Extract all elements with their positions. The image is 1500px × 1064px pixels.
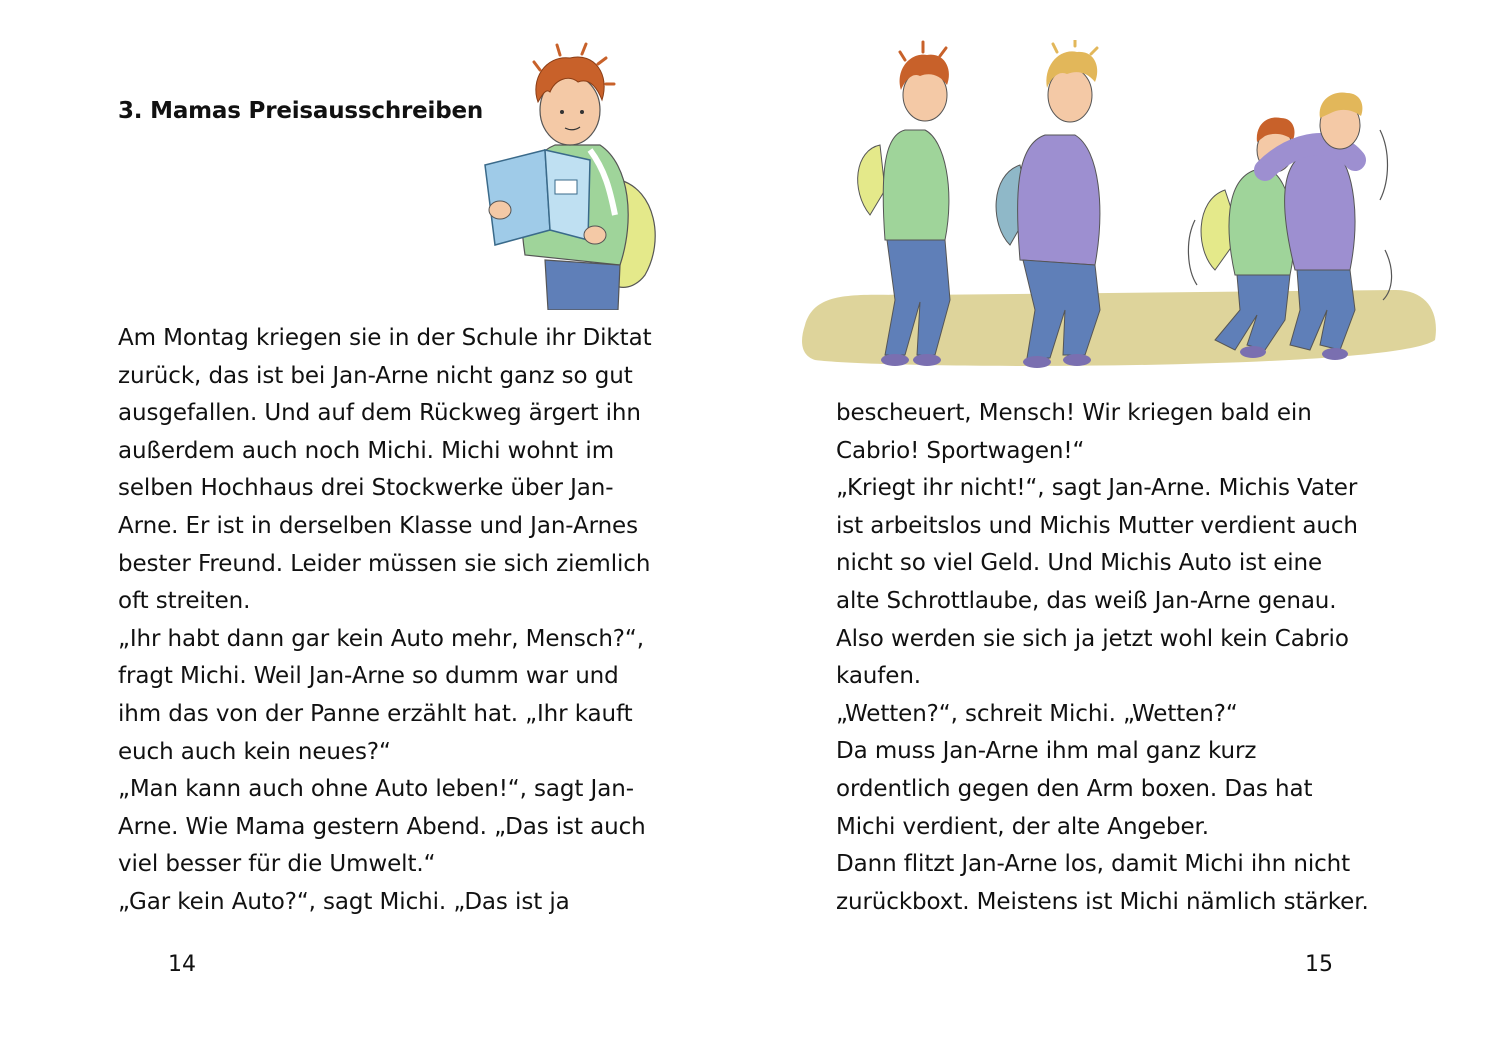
text-line: Also werden sie sich ja jetzt wohl kein Cabrio (836, 625, 1349, 652)
text-line: Dann flitzt Jan-Arne los, damit Michi ihn nicht (836, 851, 1351, 878)
text-line: bester Freund. Leider müssen sie sich ziemlich (118, 550, 651, 577)
text-line: Cabrio! Sportwagen!“ (836, 437, 1085, 464)
chapter-title: 3. Mamas Preisausschreiben (118, 98, 484, 124)
body-text-left (118, 320, 698, 922)
text-line: ist arbeitslos und Michis Mutter verdient auch (836, 512, 1358, 539)
text-line: „Kriegt ihr nicht!“, sagt Jan-Arne. Michis Vater (836, 475, 1358, 502)
text-line: euch auch kein neues?“ (118, 738, 391, 765)
text-line: alte Schrottlaube, das weiß Jan-Arne genau. (836, 587, 1337, 614)
text-line: Arne. Er ist in derselben Klasse und Jan-Arnes (118, 512, 638, 539)
boys-walking-illustration (795, 40, 1445, 390)
text-line: Michi verdient, der alte Angeber. (836, 813, 1209, 840)
text-line: ihm das von der Panne erzählt hat. „Ihr kauft (118, 700, 633, 727)
text-line: Arne. Wie Mama gestern Abend. „Das ist auch (118, 813, 646, 840)
text-line: außerdem auch noch Michi. Michi wohnt im (118, 437, 615, 464)
text-line: zurück, das ist bei Jan-Arne nicht ganz so gut (118, 362, 633, 389)
boy-reading-illustration (470, 40, 670, 310)
text-line: Da muss Jan-Arne ihm mal ganz kurz (836, 738, 1257, 765)
text-line: „Wetten?“, schreit Michi. „Wetten?“ (836, 700, 1238, 727)
text-line: bescheuert, Mensch! Wir kriegen bald ein (836, 400, 1312, 426)
text-line: Am Montag kriegen sie in der Schule ihr Diktat (118, 325, 652, 351)
text-line: oft streiten. (118, 588, 251, 615)
body-text-right (836, 395, 1436, 921)
page-number-right: 15 (1305, 952, 1333, 977)
text-line: „Man kann auch ohne Auto leben!“, sagt Jan- (118, 776, 634, 803)
text-line: zurückboxt. Meistens ist Michi nämlich stärker. (836, 888, 1369, 915)
text-line: viel besser für die Umwelt.“ (118, 851, 436, 878)
page-number-left: 14 (168, 952, 196, 977)
text-line: nicht so viel Geld. Und Michis Auto ist eine (836, 550, 1323, 577)
text-line: fragt Michi. Weil Jan-Arne so dumm war und (118, 663, 619, 690)
right-page (750, 0, 1500, 1064)
text-line: „Gar kein Auto?“, sagt Michi. „Das ist ja (118, 888, 570, 915)
text-line: kaufen. (836, 663, 922, 690)
text-line: ordentlich gegen den Arm boxen. Das hat (836, 775, 1313, 802)
text-line: „Ihr habt dann gar kein Auto mehr, Mensch?“, (118, 625, 644, 652)
text-line: ausgefallen. Und auf dem Rückweg ärgert ihn (118, 400, 641, 427)
text-line: selben Hochhaus drei Stockwerke über Jan- (118, 475, 614, 502)
